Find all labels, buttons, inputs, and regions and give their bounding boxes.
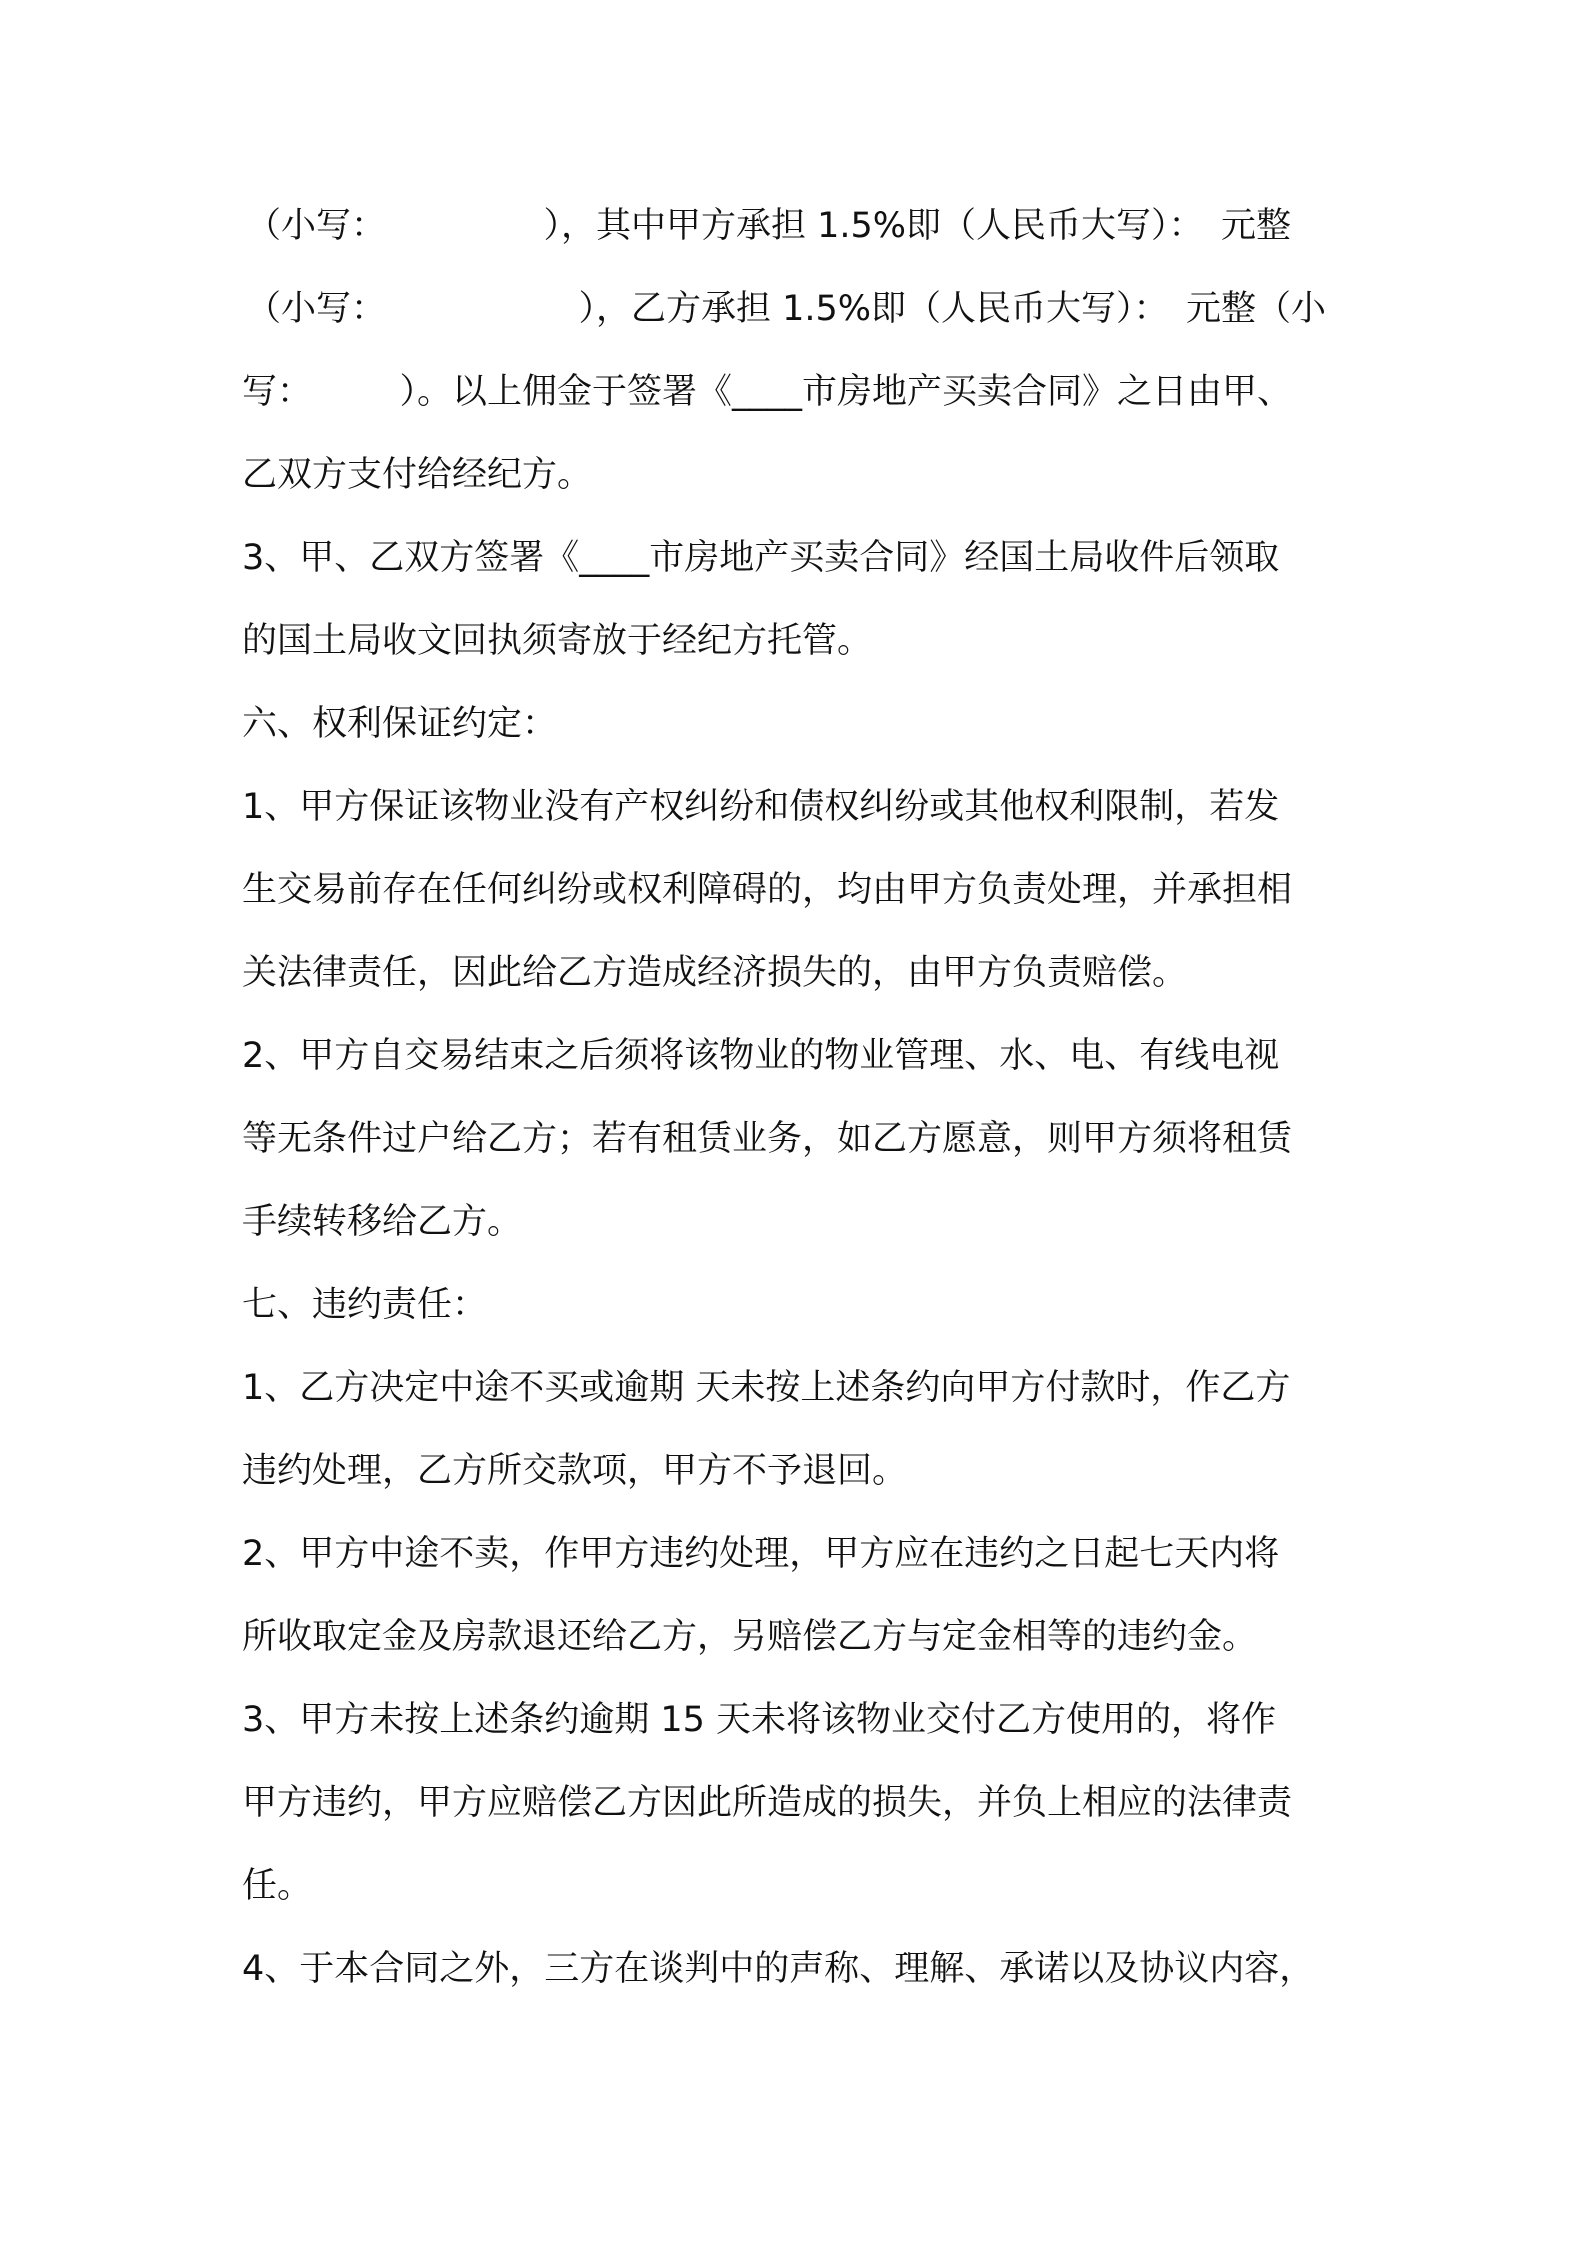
section-heading: 六、权利保证约定： bbox=[242, 704, 558, 744]
text-line: 3、甲、乙双方签署《____市房地产买卖合同》经国土局收件后领取 bbox=[242, 538, 1280, 578]
text-line: 的国土局收文回执须寄放于经纪方托管。 bbox=[242, 621, 873, 661]
text-line: 3、甲方未按上述条约逾期 15 天未将该物业交付乙方使用的，将作 bbox=[242, 1700, 1277, 1740]
text-line: 1、乙方决定中途不买或逾期 天未按上述条约向甲方付款时，作乙方 bbox=[242, 1368, 1291, 1408]
text-line: 2、甲方中途不卖，作甲方违约处理，甲方应在违约之日起七天内将 bbox=[242, 1534, 1280, 1574]
text-line: 1、甲方保证该物业没有产权纠纷和债权纠纷或其他权利限制，若发 bbox=[242, 787, 1280, 827]
text-line: （小写： ），乙方承担 1.5%即（人民币大写）： 元整（小 bbox=[246, 289, 1327, 329]
text-line: 乙双方支付给经纪方。 bbox=[242, 455, 593, 495]
text-line: 关法律责任，因此给乙方造成经济损失的，由甲方负责赔偿。 bbox=[242, 953, 1188, 993]
text-line: 生交易前存在任何纠纷或权利障碍的，均由甲方负责处理，并承担相 bbox=[242, 870, 1293, 910]
text-line: 所收取定金及房款退还给乙方，另赔偿乙方与定金相等的违约金。 bbox=[242, 1617, 1258, 1657]
text-line: 手续转移给乙方。 bbox=[242, 1202, 523, 1242]
text-line: 4、于本合同之外，三方在谈判中的声称、理解、承诺以及协议内容， bbox=[242, 1949, 1315, 1989]
section-heading: 七、违约责任： bbox=[242, 1285, 488, 1325]
text-line: 甲方违约，甲方应赔偿乙方因此所造成的损失，并负上相应的法律责 bbox=[242, 1783, 1293, 1823]
text-line: 2、甲方自交易结束之后须将该物业的物业管理、水、电、有线电视 bbox=[242, 1036, 1280, 1076]
text-line: 任。 bbox=[242, 1866, 313, 1906]
text-line: 等无条件过户给乙方；若有租赁业务，如乙方愿意，则甲方须将租赁 bbox=[242, 1119, 1293, 1159]
text-line: （小写： ），其中甲方承担 1.5%即（人民币大写）： 元整 bbox=[246, 206, 1292, 246]
text-line: 违约处理，乙方所交款项，甲方不予退回。 bbox=[242, 1451, 908, 1491]
text-line: 写： ）。以上佣金于签署《____市房地产买卖合同》之日由甲、 bbox=[242, 372, 1293, 412]
